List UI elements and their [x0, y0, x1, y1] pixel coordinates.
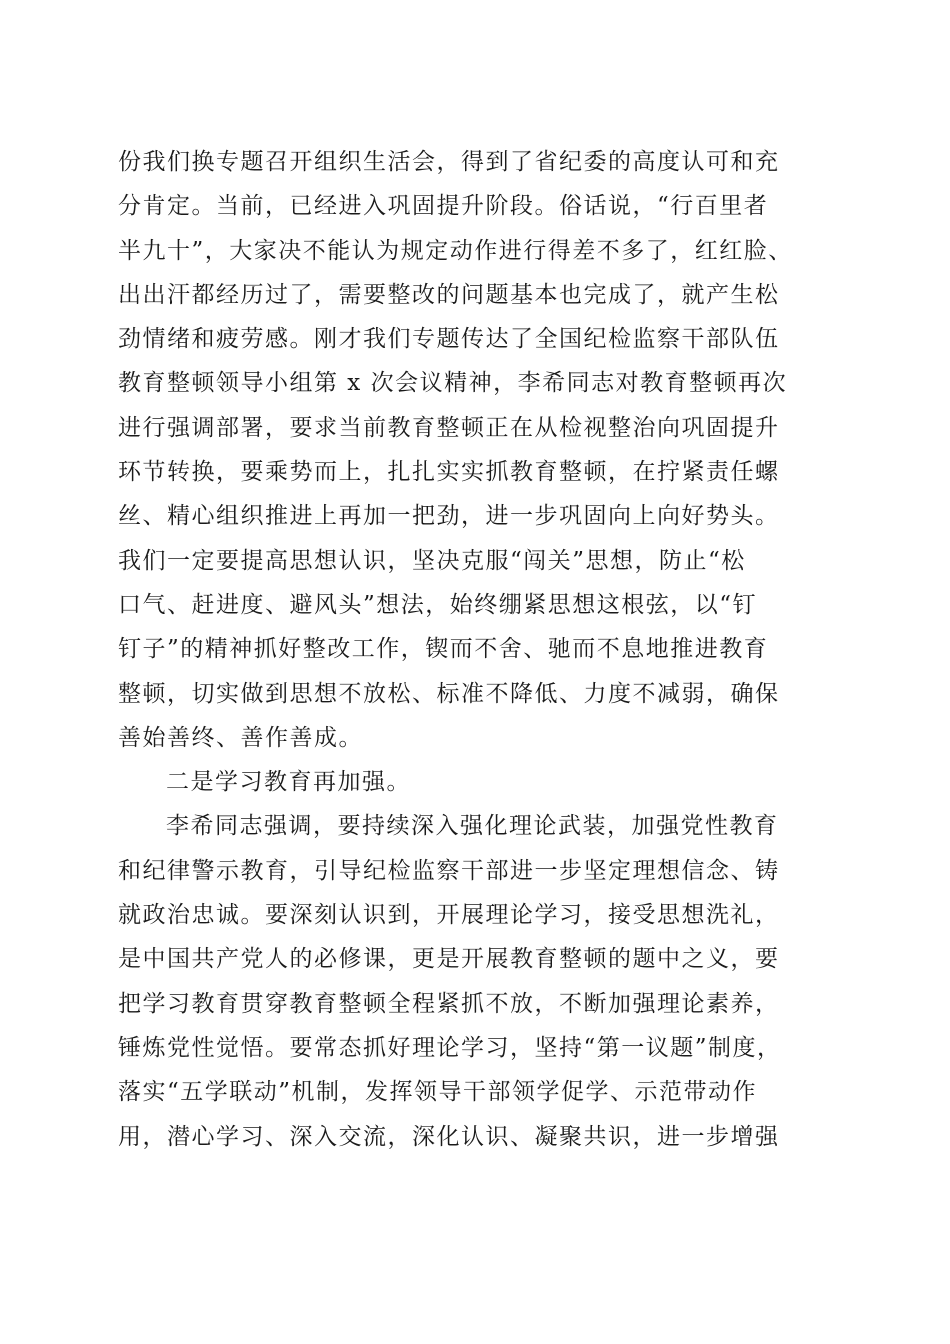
text-line: 环节转换，要乘势而上，扎扎实实抓教育整顿，在拧紧责任螺 — [118, 459, 780, 486]
text-line: 就政治忠诚。要深刻认识到，开展理论学习，接受思想洗礼， — [118, 902, 780, 929]
document-body — [118, 140, 834, 1159]
text-line: 用，潜心学习、深入交流，深化认识、凝聚共识，进一步增强 — [118, 1123, 780, 1150]
text-line: 整顿，切实做到思想不放松、标准不降低、力度不减弱，确保 — [118, 680, 780, 707]
text-line: 把学习教育贯穿教育整顿全程紧抓不放，不断加强理论素养， — [118, 990, 780, 1017]
text-line: 我们一定要提高思想认识，坚决克服“闯关”思想，防止“松 — [118, 547, 746, 574]
text-line: 落实“五学联动”机制，发挥领导干部领学促学、示范带动作 — [118, 1079, 758, 1106]
text-line: 出出汗都经历过了，需要整改的问题基本也完成了，就产生松 — [118, 281, 780, 308]
text-line: 李希同志强调，要持续深入强化理论武装，加强党性教育 — [166, 813, 779, 840]
section-heading: 二是学习教育再加强。 — [166, 769, 411, 796]
paragraph-1 — [118, 140, 834, 760]
text-line: 钉子”的精神抓好整改工作，锲而不舍、驰而不息地推进教育 — [118, 636, 769, 663]
text-line: 半九十”，大家决不能认为规定动作进行得差不多了，红红脸、 — [118, 237, 793, 264]
text-line: 是中国共产党人的必修课，更是开展教育整顿的题中之义，要 — [118, 946, 780, 973]
text-line: 锤炼党性觉悟。要常态抓好理论学习，坚持“第一议题”制度， — [118, 1034, 782, 1061]
text-line: 进行强调部署，要求当前教育整顿正在从检视整治向巩固提升 — [118, 414, 780, 441]
text-line: 劲情绪和疲劳感。刚才我们专题传达了全国纪检监察干部队伍 — [118, 326, 780, 353]
text-line: 份我们换专题召开组织生活会，得到了省纪委的高度认可和充 — [118, 149, 780, 175]
text-line: 和纪律警示教育，引导纪检监察干部进一步坚定理想信念、铸 — [118, 857, 780, 884]
paragraph-2 — [118, 804, 834, 1158]
text-line: 善始善终、善作善成。 — [118, 724, 363, 751]
text-line: 教育整顿领导小组第 x 次会议精神，李希同志对教育整顿再次 — [118, 370, 788, 397]
text-line: 分肯定。当前，已经进入巩固提升阶段。俗话说，“行百里者 — [118, 193, 769, 220]
text-line: 口气、赶进度、避风头”想法，始终绷紧思想这根弦，以“钉 — [118, 591, 758, 618]
text-line: 丝、精心组织推进上再加一把劲，进一步巩固向上向好势头。 — [118, 503, 780, 530]
